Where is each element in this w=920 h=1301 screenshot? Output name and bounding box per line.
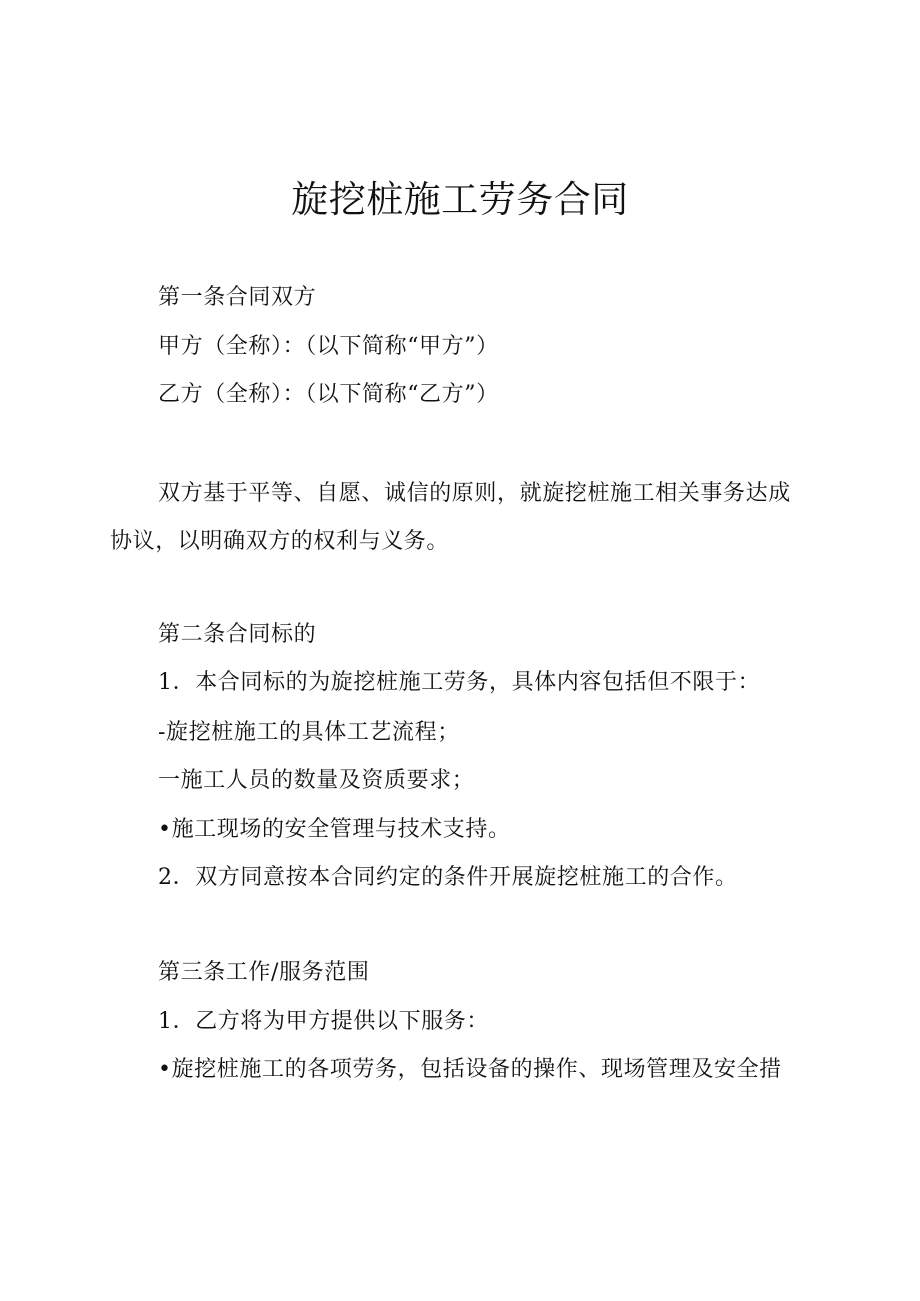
section-2-bullet-1: -旋挖桩施工的具体工艺流程； <box>158 720 460 745</box>
section-1-heading: 第一条合同双方 <box>158 285 317 310</box>
party-b-line: 乙方（全称）：（以下简称“乙方”） <box>158 382 499 407</box>
section-2-item-2: 2．双方同意按本合同约定的条件开展旋挖桩施工的合作。 <box>158 865 738 890</box>
section-2-heading: 第二条合同标的 <box>158 622 317 647</box>
preamble-line-1: 双方基于平等、自愿、诚信的原则，就旋挖桩施工相关事务达成 <box>158 481 791 506</box>
document-title: 旋挖桩施工劳务合同 <box>291 178 629 221</box>
preamble-line-2: 协议，以明确双方的权利与义务。 <box>110 529 450 554</box>
section-2-bullet-3: •施工现场的安全管理与技术支持。 <box>158 817 511 842</box>
party-a-line: 甲方（全称）：（以下简称“甲方”） <box>158 334 499 359</box>
section-2-item-1: 1．本合同标的为旋挖桩施工劳务，具体内容包括但不限于： <box>158 670 761 695</box>
section-3-heading: 第三条工作/服务范围 <box>158 960 370 985</box>
section-2-bullet-2: 一施工人员的数量及资质要求； <box>158 768 475 793</box>
section-3-bullet-1: •旋挖桩施工的各项劳务，包括设备的操作、现场管理及安全措 <box>158 1057 782 1082</box>
section-3-item-1: 1．乙方将为甲方提供以下服务： <box>158 1009 489 1034</box>
